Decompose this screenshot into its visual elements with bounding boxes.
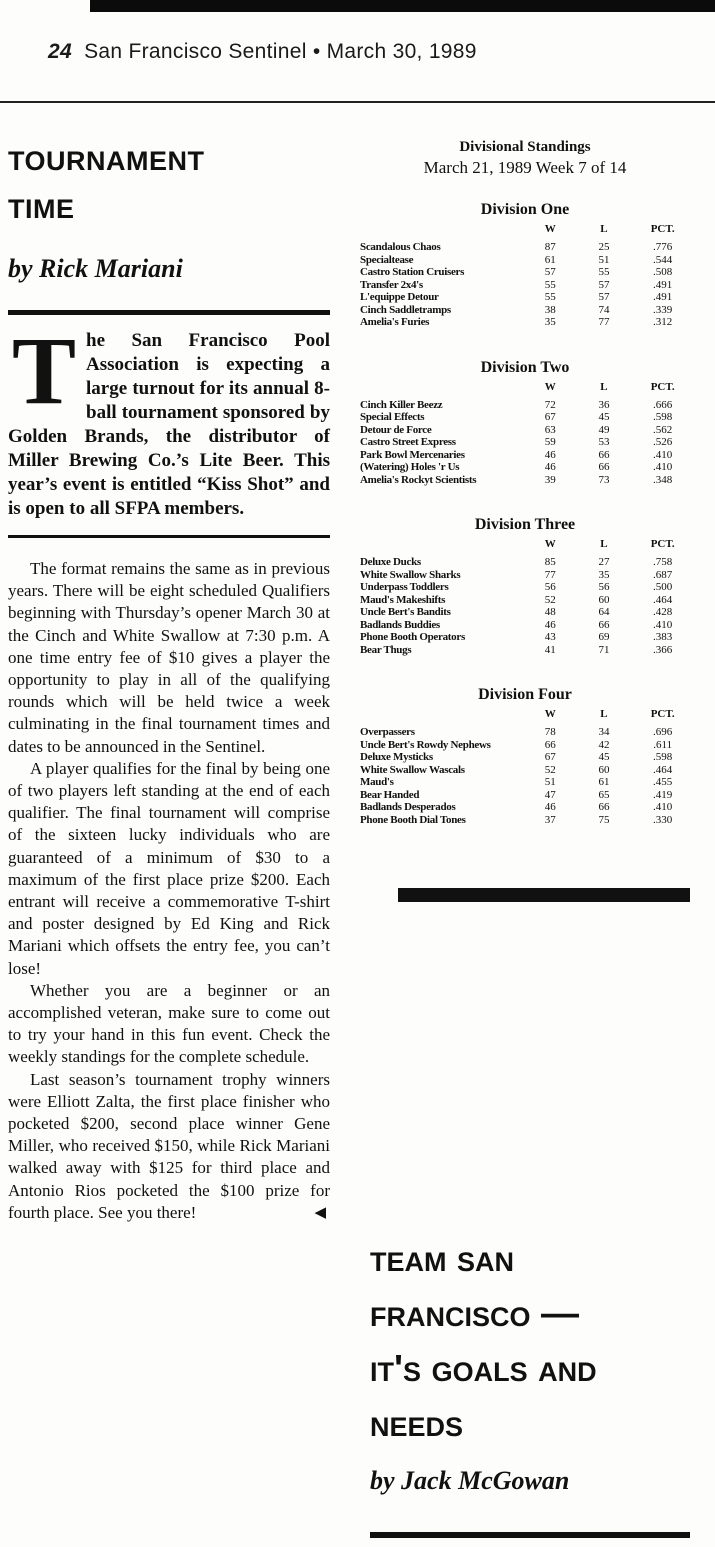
cell-team: Detour de Force	[360, 423, 432, 436]
table-row	[360, 801, 690, 814]
table-row	[360, 449, 690, 462]
article-lede	[8, 317, 330, 521]
cell-w: 46	[544, 448, 556, 461]
cell-team: Cinch Killer Beezz	[360, 398, 443, 411]
cell-team: Overpassers	[360, 726, 415, 738]
standings-header-row	[360, 538, 690, 556]
table-row	[360, 594, 690, 607]
cell-w: 61	[544, 253, 556, 266]
cell-pct: .366	[653, 643, 673, 656]
division-section	[360, 686, 690, 826]
cell-team: Maud's	[360, 776, 394, 788]
cell-team: Scandalous Chaos	[360, 241, 441, 253]
cell-l: 74	[598, 303, 610, 316]
cell-w: 46	[544, 801, 556, 813]
cell-pct: .348	[653, 473, 673, 486]
cell-pct: .491	[653, 278, 673, 291]
cell-team: Uncle Bert's Rowdy Nephews	[360, 738, 491, 751]
cell-team: Specialtease	[360, 253, 414, 266]
section-divider-bar	[398, 888, 690, 902]
cell-team: Park Bowl Mercenaries	[360, 448, 465, 461]
table-row	[360, 266, 690, 279]
body-paragraph-3: Whether you are a beginner or an accomplished veteran, make sure to come out to try your hand in this fun event. Check the weekly standings for the complete schedule.	[8, 980, 330, 1067]
table-row	[360, 556, 690, 569]
cell-l: 35	[598, 568, 610, 581]
table-row	[360, 291, 690, 304]
cell-pct: .464	[653, 763, 673, 776]
table-row	[360, 241, 690, 254]
table-row	[360, 619, 690, 632]
cell-w: 67	[544, 751, 556, 763]
cell-pct: .562	[653, 423, 673, 436]
cell-team: Underpass Toddlers	[360, 581, 449, 593]
table-row	[360, 789, 690, 802]
cell-team: Phone Booth Operators	[360, 631, 465, 643]
cell-l: 55	[598, 266, 610, 278]
losses-column-header: L	[600, 538, 608, 550]
wins-column-header: W	[544, 708, 556, 720]
table-row	[360, 726, 690, 739]
cell-team: Castro Station Cruisers	[360, 266, 465, 278]
cell-w: 55	[544, 278, 556, 291]
division-title: Division One	[480, 201, 570, 218]
cell-w: 51	[544, 776, 556, 788]
cell-team: Badlands Desperados	[360, 801, 456, 813]
cell-pct: .464	[653, 593, 673, 606]
table-row	[360, 581, 690, 594]
cell-w: 78	[544, 726, 556, 738]
losses-column-header: L	[600, 380, 608, 393]
cell-team: Phone Booth Dial Tones	[360, 813, 466, 826]
cell-l: 65	[598, 788, 610, 801]
cell-pct: .544	[653, 253, 673, 266]
standings-header-row	[360, 381, 690, 399]
cell-l: 77	[598, 316, 610, 328]
headline2-line-4: needs	[370, 1403, 464, 1445]
cell-pct: .312	[653, 316, 673, 328]
page-number: 24	[48, 40, 72, 63]
table-row	[360, 776, 690, 789]
cell-w: 63	[544, 423, 556, 436]
division-section	[360, 516, 690, 656]
table-row	[360, 279, 690, 292]
table-row	[360, 461, 690, 474]
lede-text: he San Francisco Pool Association is expecting a large turnout for its annual 8-ball tournament sponsored by Golden Brands, the distributor of Miller Brewing Co.’s Lite Beer. This year’s event is entitled “Kiss Shot” and is open to all SFPA members.	[8, 330, 330, 519]
wins-column-header: W	[544, 538, 556, 550]
masthead	[48, 40, 477, 64]
table-row	[360, 764, 690, 777]
article2-byline: by Jack McGowan	[370, 1466, 570, 1495]
cell-l: 60	[598, 763, 610, 776]
cell-w: 37	[544, 813, 556, 826]
cell-l: 75	[598, 813, 610, 826]
cell-team: Castro Street Express	[360, 436, 456, 448]
division-title: Division Three	[474, 516, 576, 533]
division-title: Division Two	[480, 358, 570, 376]
cell-team: Bear Thugs	[360, 643, 412, 656]
cell-team: Amelia's Furies	[360, 316, 430, 328]
cell-pct: .410	[653, 461, 673, 473]
table-row	[360, 316, 690, 329]
cell-l: 45	[598, 751, 610, 763]
cell-w: 85	[544, 556, 556, 568]
cell-l: 71	[598, 643, 610, 656]
tournament-article	[8, 134, 330, 1224]
table-row	[360, 739, 690, 752]
headline-line-1: tournament	[8, 137, 205, 179]
cell-team: Bear Handed	[360, 788, 420, 801]
end-mark-icon: ◀	[314, 1204, 326, 1221]
pct-column-header: PCT.	[650, 380, 675, 393]
cell-l: 66	[598, 448, 610, 461]
cell-l: 42	[598, 738, 610, 751]
body-paragraph-1: The format remains the same as in previous years. There will be eight scheduled Qualifiers beginning with Thursday’s opener March 30 at the Cinch and White Swallow at 7:30 p.m. A one time entry fee of $10 gives a player the opportunity to play in all of the qualifying rounds which will be held twice a week culminating in the final tournament times and dates to be announced in the Sentinel.	[8, 559, 330, 756]
cell-pct: .419	[653, 788, 673, 801]
drop-cap: T	[12, 317, 77, 424]
cell-l: 27	[598, 556, 610, 568]
team-column-header	[360, 381, 528, 399]
headline2-line-2: francisco —	[370, 1293, 580, 1335]
cell-pct: .428	[653, 606, 673, 618]
table-row	[360, 606, 690, 619]
cell-team: Special Effects	[360, 411, 425, 423]
article-byline: by Rick Mariani	[8, 254, 183, 283]
cell-team: Cinch Saddletramps	[360, 303, 451, 316]
lede-rule	[8, 535, 330, 538]
cell-w: 56	[544, 581, 556, 593]
cell-pct: .410	[653, 618, 673, 631]
byline-rule	[8, 310, 330, 315]
cell-w: 72	[544, 398, 556, 411]
table-row	[360, 399, 690, 412]
cell-w: 66	[544, 738, 556, 751]
table-row	[360, 644, 690, 657]
cell-l: 64	[598, 606, 610, 618]
cell-w: 39	[544, 473, 556, 486]
cell-pct: .330	[653, 813, 673, 826]
cell-l: 69	[598, 631, 610, 643]
pct-column-header: PCT.	[650, 538, 675, 550]
standings-table	[360, 223, 690, 329]
team-column-header	[360, 538, 528, 556]
body-paragraph-4	[8, 1069, 330, 1224]
cell-l: 60	[598, 593, 610, 606]
cell-team: (Watering) Holes 'r Us	[360, 461, 460, 473]
cell-l: 51	[598, 253, 610, 266]
cell-w: 57	[544, 266, 556, 278]
cell-team: L'equippe Detour	[360, 291, 439, 303]
body-paragraph-4-text: Last season’s tournament trophy winners were Elliott Zalta, the first place finisher who pocketed $200, second place winner Gene Miller, who received $150, while Rick Mariani walked away with $125 for third place and Antonio Rios pocketed the $100 prize for fourth place. See you there!	[8, 1069, 330, 1222]
table-row	[360, 474, 690, 487]
cell-w: 48	[544, 606, 556, 618]
cell-pct: .339	[653, 303, 673, 316]
team-sf-article	[370, 1232, 700, 1538]
cell-pct: .598	[653, 411, 673, 423]
division-title: Division Four	[478, 686, 572, 703]
cell-team: Deluxe Mysticks	[360, 751, 433, 763]
cell-l: 25	[598, 241, 610, 253]
table-row	[360, 569, 690, 582]
cell-l: 56	[598, 581, 610, 593]
cell-pct: .687	[653, 568, 673, 581]
cell-w: 52	[544, 763, 556, 776]
cell-team: Deluxe Ducks	[360, 556, 421, 568]
table-row	[360, 424, 690, 437]
cell-l: 66	[598, 461, 610, 473]
wins-column-header: W	[544, 223, 556, 235]
cell-pct: .666	[653, 398, 673, 411]
standings-header-row	[360, 223, 690, 241]
pct-column-header: PCT.	[650, 708, 675, 720]
cell-team: Amelia's Rockyt Scientists	[360, 473, 477, 486]
cell-pct: .526	[653, 436, 673, 448]
cell-l: 66	[598, 801, 610, 813]
team-column-header	[360, 708, 528, 726]
cell-l: 45	[598, 411, 610, 423]
table-row	[360, 254, 690, 267]
cell-w: 46	[544, 461, 556, 473]
cell-team: Transfer 2x4's	[360, 278, 423, 291]
cell-w: 52	[544, 593, 556, 606]
cell-pct: .383	[653, 631, 673, 643]
team-column-header	[360, 223, 528, 241]
cell-pct: .696	[653, 726, 673, 738]
headline2-line-3: it's goals and	[370, 1348, 597, 1390]
cell-pct: .500	[653, 581, 673, 593]
cell-l: 66	[598, 618, 610, 631]
standings-header-row	[360, 708, 690, 726]
cell-w: 55	[544, 291, 556, 303]
masthead-bullet: •	[312, 40, 321, 63]
cell-team: Uncle Bert's Bandits	[360, 606, 451, 618]
division-section	[360, 201, 690, 329]
standings-subtitle: March 21, 1989 Week 7 of 14	[423, 158, 627, 177]
headline2-line-1: team san	[370, 1238, 515, 1280]
top-black-bar	[90, 0, 715, 12]
cell-w: 46	[544, 618, 556, 631]
cell-w: 38	[544, 303, 556, 316]
table-row	[360, 814, 690, 827]
cell-pct: .455	[653, 776, 673, 788]
division-section	[360, 359, 690, 487]
cell-pct: .508	[653, 266, 673, 278]
standings-box	[360, 138, 690, 902]
cell-w: 87	[544, 241, 556, 253]
table-row	[360, 751, 690, 764]
cell-pct: .611	[653, 738, 673, 751]
article2-headline	[370, 1232, 700, 1452]
cell-l: 57	[598, 291, 610, 303]
cell-team: White Swallow Wascals	[360, 763, 465, 776]
standings-title: Divisional Standings	[459, 139, 591, 155]
cell-team: Maud's Makeshifts	[360, 593, 446, 606]
article2-rule	[370, 1532, 690, 1538]
cell-l: 34	[598, 726, 610, 738]
cell-w: 77	[544, 568, 556, 581]
issue-date: March 30, 1989	[326, 40, 477, 63]
cell-l: 57	[598, 278, 610, 291]
article-headline	[8, 134, 330, 230]
cell-l: 53	[598, 436, 610, 448]
table-row	[360, 304, 690, 317]
cell-l: 36	[598, 398, 610, 411]
cell-w: 59	[544, 436, 556, 448]
cell-pct: .758	[653, 556, 673, 568]
table-row	[360, 436, 690, 449]
pct-column-header: PCT.	[650, 223, 675, 235]
cell-w: 43	[544, 631, 556, 643]
cell-pct: .598	[653, 751, 673, 763]
cell-pct: .776	[653, 241, 673, 253]
cell-l: 73	[598, 473, 610, 486]
body-paragraph-2: A player qualifies for the final by being one of two players left standing at the end of each qualifier. The final tournament will comprise of the sixteen lucky individuals who are guaranteed of a minimum of $30 to a maximum of the first place prize $200. Each entrant will receive a commemorative T-shirt and poster designed by Ed King and Rick Mariani which offsets the entry fee, you can’t lose!	[8, 758, 330, 978]
standings-table	[360, 708, 690, 826]
headline-line-2: time	[8, 185, 75, 227]
standings-table	[360, 381, 690, 487]
wins-column-header: W	[544, 380, 556, 393]
table-row	[360, 631, 690, 644]
cell-w: 47	[544, 788, 556, 801]
cell-pct: .410	[653, 801, 673, 813]
table-row	[360, 411, 690, 424]
losses-column-header: L	[600, 708, 608, 720]
cell-pct: .491	[653, 291, 673, 303]
cell-l: 61	[598, 776, 610, 788]
article-body	[8, 558, 330, 1224]
cell-w: 41	[544, 643, 556, 656]
losses-column-header: L	[600, 223, 608, 235]
cell-team: Badlands Buddies	[360, 618, 440, 631]
cell-w: 67	[544, 411, 556, 423]
standings-table	[360, 538, 690, 656]
publication-name: San Francisco Sentinel	[84, 40, 307, 63]
cell-pct: .410	[653, 448, 673, 461]
masthead-rule	[0, 101, 715, 103]
cell-w: 35	[544, 316, 556, 328]
cell-team: White Swallow Sharks	[360, 568, 461, 581]
cell-l: 49	[598, 423, 610, 436]
divisions-list	[360, 201, 690, 826]
